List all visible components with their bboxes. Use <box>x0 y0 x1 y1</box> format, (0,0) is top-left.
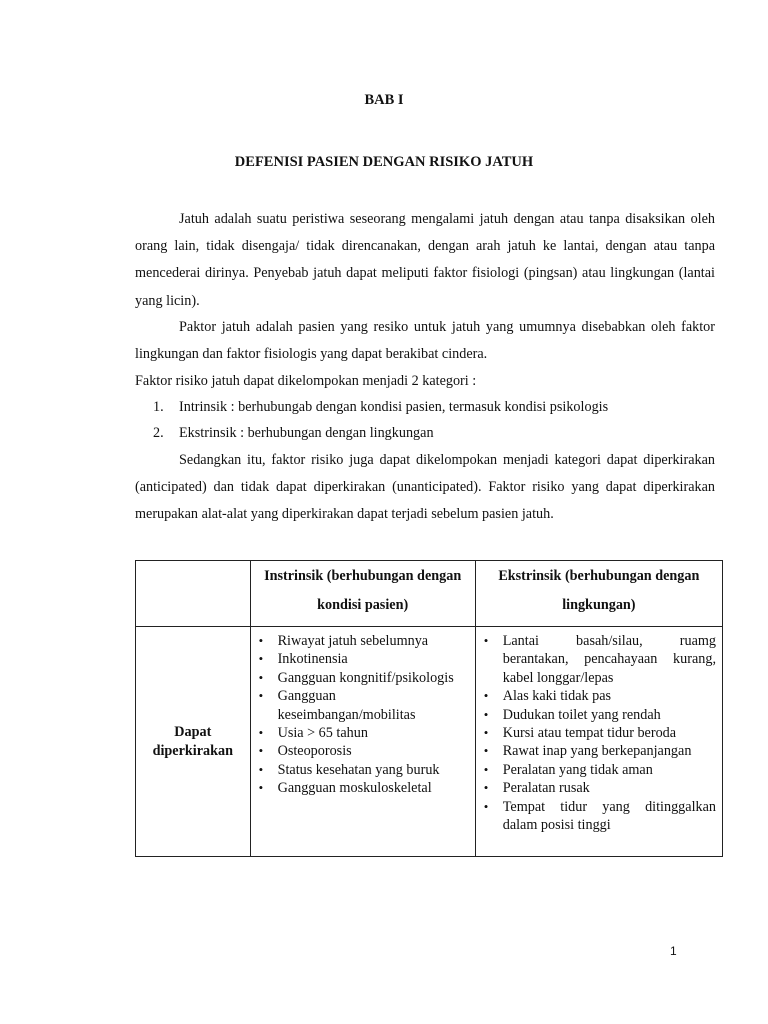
extrinsic-cell <box>475 627 722 857</box>
bullet-icon: • <box>258 651 264 667</box>
list-item <box>476 742 716 760</box>
bullet-icon: • <box>258 780 264 796</box>
bullet-icon: • <box>483 688 489 704</box>
list-item <box>251 724 469 742</box>
list-item <box>251 650 469 668</box>
list-item <box>135 421 715 447</box>
list-item-text: Ekstrinsik : berhubungan dengan lingkungan <box>179 425 434 442</box>
body-text <box>135 206 715 528</box>
page-number: 1 <box>670 944 677 958</box>
list-item-text: Osteoporosis <box>277 743 352 760</box>
list-item-text: Status kesehatan yang buruk <box>277 761 440 778</box>
list-item <box>476 706 716 724</box>
table-row <box>136 627 723 857</box>
table-header-empty <box>136 561 251 627</box>
list-item <box>251 779 469 797</box>
list-item <box>251 687 469 724</box>
list-item <box>476 761 716 779</box>
table-header-extrinsic: Ekstrinsik (berhubungan dengan lingkungan) <box>475 561 722 627</box>
extrinsic-list <box>476 627 722 856</box>
list-item <box>251 761 469 779</box>
table-header-intrinsic: Instrinsik (berhubungan dengan kondisi pasien) <box>250 561 475 627</box>
list-item-text: Tempat tidur yang ditinggalkan dalam posisi tinggi <box>502 798 716 834</box>
bullet-icon: • <box>258 633 264 648</box>
bullet-icon: • <box>483 743 489 759</box>
list-item-text: Alas kaki tidak pas <box>502 688 612 705</box>
paragraph-anticipated: Sedangkan itu, faktor risiko juga dapat dikelompokan menjadi kategori dapat diperkirakan (anticipated) dan tidak dapat diperkirakan (unanticipated). Faktor risiko yang dapat diperkirakan merupakan alat-alat yang diperkirakan dapat terjadi sebelum pasien jatuh. <box>135 451 715 523</box>
risk-factor-table <box>135 560 723 857</box>
list-item-text: Rawat inap yang berkepanjangan <box>502 743 692 760</box>
bullet-icon: • <box>483 633 489 648</box>
list-item-text: Dudukan toilet yang rendah <box>502 706 661 723</box>
intrinsic-cell <box>250 627 475 857</box>
paragraph-definition: Jatuh adalah suatu peristiwa seseorang mengalami jatuh dengan atau tanpa disaksikan oleh orang lain, tidak disengaja/ tidak direncanakan, dengan arah jatuh ke lantai, dengan atau tanpa mencederai dirinya. Penyebab jatuh dapat meliputi faktor fisiologi (pingsan) atau lingkungan (lantai yang licin). <box>135 211 715 309</box>
list-item-text: Gangguan keseimbangan/mobilitas <box>277 688 416 723</box>
list-item-text: Usia > 65 tahun <box>277 725 368 742</box>
list-item-text: Riwayat jatuh sebelumnya <box>277 633 429 649</box>
bullet-icon: • <box>483 706 489 722</box>
list-item <box>251 669 469 687</box>
list-item-text: Inkotinensia <box>277 651 348 668</box>
list-item <box>476 632 716 687</box>
intrinsic-list <box>251 627 475 820</box>
paragraph-factor: Paktor jatuh adalah pasien yang resiko untuk jatuh yang umumnya disebabkan oleh faktor lingkungan dan faktor fisiologis yang dapat berakibat cindera. <box>135 318 715 363</box>
list-item <box>476 724 716 742</box>
list-item <box>251 632 469 650</box>
bullet-icon: • <box>483 798 489 814</box>
row-label: Dapat diperkirakan <box>136 627 251 857</box>
list-item <box>135 395 715 421</box>
list-item-text: Intrinsik : berhubungab dengan kondisi pasien, termasuk kondisi psikologis <box>179 399 609 416</box>
list-item <box>476 687 716 705</box>
category-list <box>135 395 715 446</box>
list-item-text: Gangguan moskuloskeletal <box>277 780 432 797</box>
bullet-icon: • <box>258 688 264 704</box>
list-item-text: Lantai basah/silau, ruamg berantakan, pencahayaan kurang, kabel longgar/lepas <box>502 633 716 686</box>
list-item <box>251 742 469 760</box>
bullet-icon: • <box>483 780 489 796</box>
list-item-text: Peralatan yang tidak aman <box>502 761 653 778</box>
paragraph-categories-intro: Faktor risiko jatuh dapat dikelompokan menjadi 2 kategori : <box>135 373 477 390</box>
bullet-icon: • <box>258 761 264 777</box>
list-item-text: Gangguan kongnitif/psikologis <box>277 669 454 686</box>
list-number: 1. <box>153 399 164 416</box>
document-title: DEFENISI PASIEN DENGAN RISIKO JATUH <box>234 154 534 170</box>
bullet-icon: • <box>483 725 489 741</box>
list-item <box>476 779 716 797</box>
bullet-icon: • <box>258 725 264 741</box>
list-number: 2. <box>153 425 164 442</box>
table-header-row <box>136 561 723 627</box>
chapter-heading: BAB I <box>364 92 404 108</box>
list-item <box>476 798 716 835</box>
bullet-icon: • <box>258 743 264 759</box>
list-item-text: Kursi atau tempat tidur beroda <box>502 725 677 742</box>
list-item-text: Peralatan rusak <box>502 780 590 797</box>
bullet-icon: • <box>483 761 489 777</box>
bullet-icon: • <box>258 669 264 685</box>
